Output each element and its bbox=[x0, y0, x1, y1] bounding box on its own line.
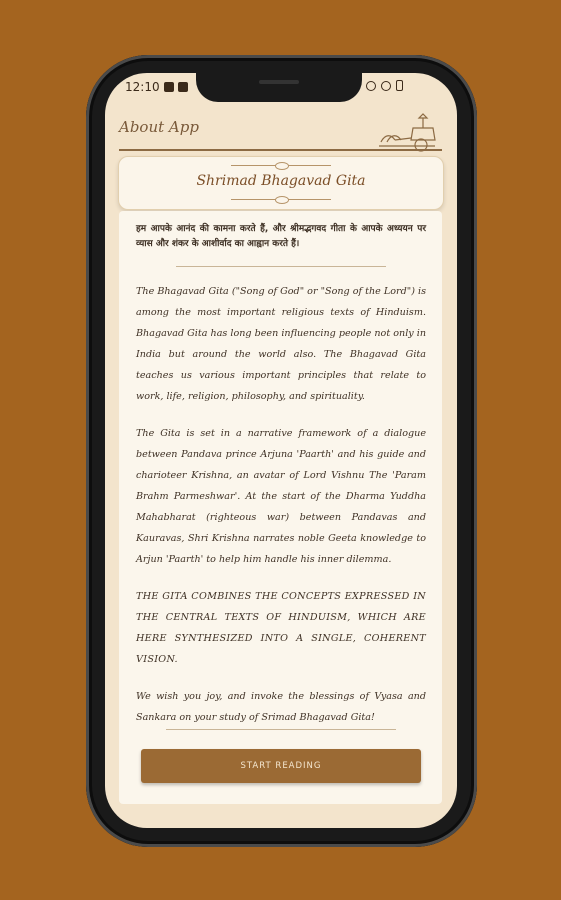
wifi-icon bbox=[381, 81, 391, 91]
ornament-top bbox=[231, 165, 331, 166]
paragraph-4: We wish you joy, and invoke the blessings of Vyasa and Sankara on your study of Srimad Bhagavad Gita! bbox=[136, 691, 426, 723]
paragraph-1: The Bhagavad Gita ("Song of God" or "Song of the Lord") is among the most important religious texts of Hinduism. Bhagavad Gita has long been influencing people not only in India but around the world also. The Bhagavad Gita teaches us various important principles that relate to work, life, religion, philosophy, and spirituality. bbox=[136, 286, 426, 402]
chariot-icon bbox=[373, 112, 441, 152]
camera-notch bbox=[196, 72, 362, 102]
about-text bbox=[136, 222, 426, 744]
notification-icon bbox=[178, 82, 188, 92]
speaker-grille bbox=[259, 80, 299, 84]
header-card bbox=[118, 156, 444, 210]
status-bar-right bbox=[366, 80, 403, 91]
start-reading-button[interactable]: START READING bbox=[141, 749, 421, 783]
image-icon bbox=[164, 82, 174, 92]
page-title: About App bbox=[119, 118, 199, 136]
status-bar-left bbox=[125, 80, 188, 94]
app-bar-divider bbox=[119, 149, 442, 151]
bottom-divider bbox=[166, 729, 396, 730]
alarm-icon bbox=[366, 81, 376, 91]
paragraph-2: The Gita is set in a narrative framework of a dialogue between Pandava prince Arjuna 'Paarth' and his guide and charioteer Krishna, an avatar of Lord Vishnu The 'Param Brahm Parmeshwar'. At the start of the Dharma Yuddha Mahabharat (righteous war) between Pandavas and Kauravas, Shri Krishna narrates noble Geeta knowledge to Arjun 'Paarth' to help him handle his inner dilemma. bbox=[136, 428, 426, 565]
hindi-intro: हम आपके आनंद की कामना करते हैं, और श्रीमद्भगवद गीता के आपके अध्ययन पर व्यास और शंकर के आशीर्वाद का आह्वान करते हैं। bbox=[136, 224, 426, 249]
intro-divider bbox=[176, 266, 386, 267]
status-time: 12:10 bbox=[125, 80, 160, 94]
battery-icon bbox=[396, 80, 403, 91]
ornament-bottom bbox=[231, 199, 331, 200]
header-title: Shrimad Bhagavad Gita bbox=[196, 173, 366, 189]
paragraph-3: THE GITA COMBINES THE CONCEPTS EXPRESSED IN THE CENTRAL TEXTS OF HINDUISM, WHICH ARE HERE SYNTHESIZED INTO A SINGLE, COHERENT VISION. bbox=[136, 591, 426, 665]
